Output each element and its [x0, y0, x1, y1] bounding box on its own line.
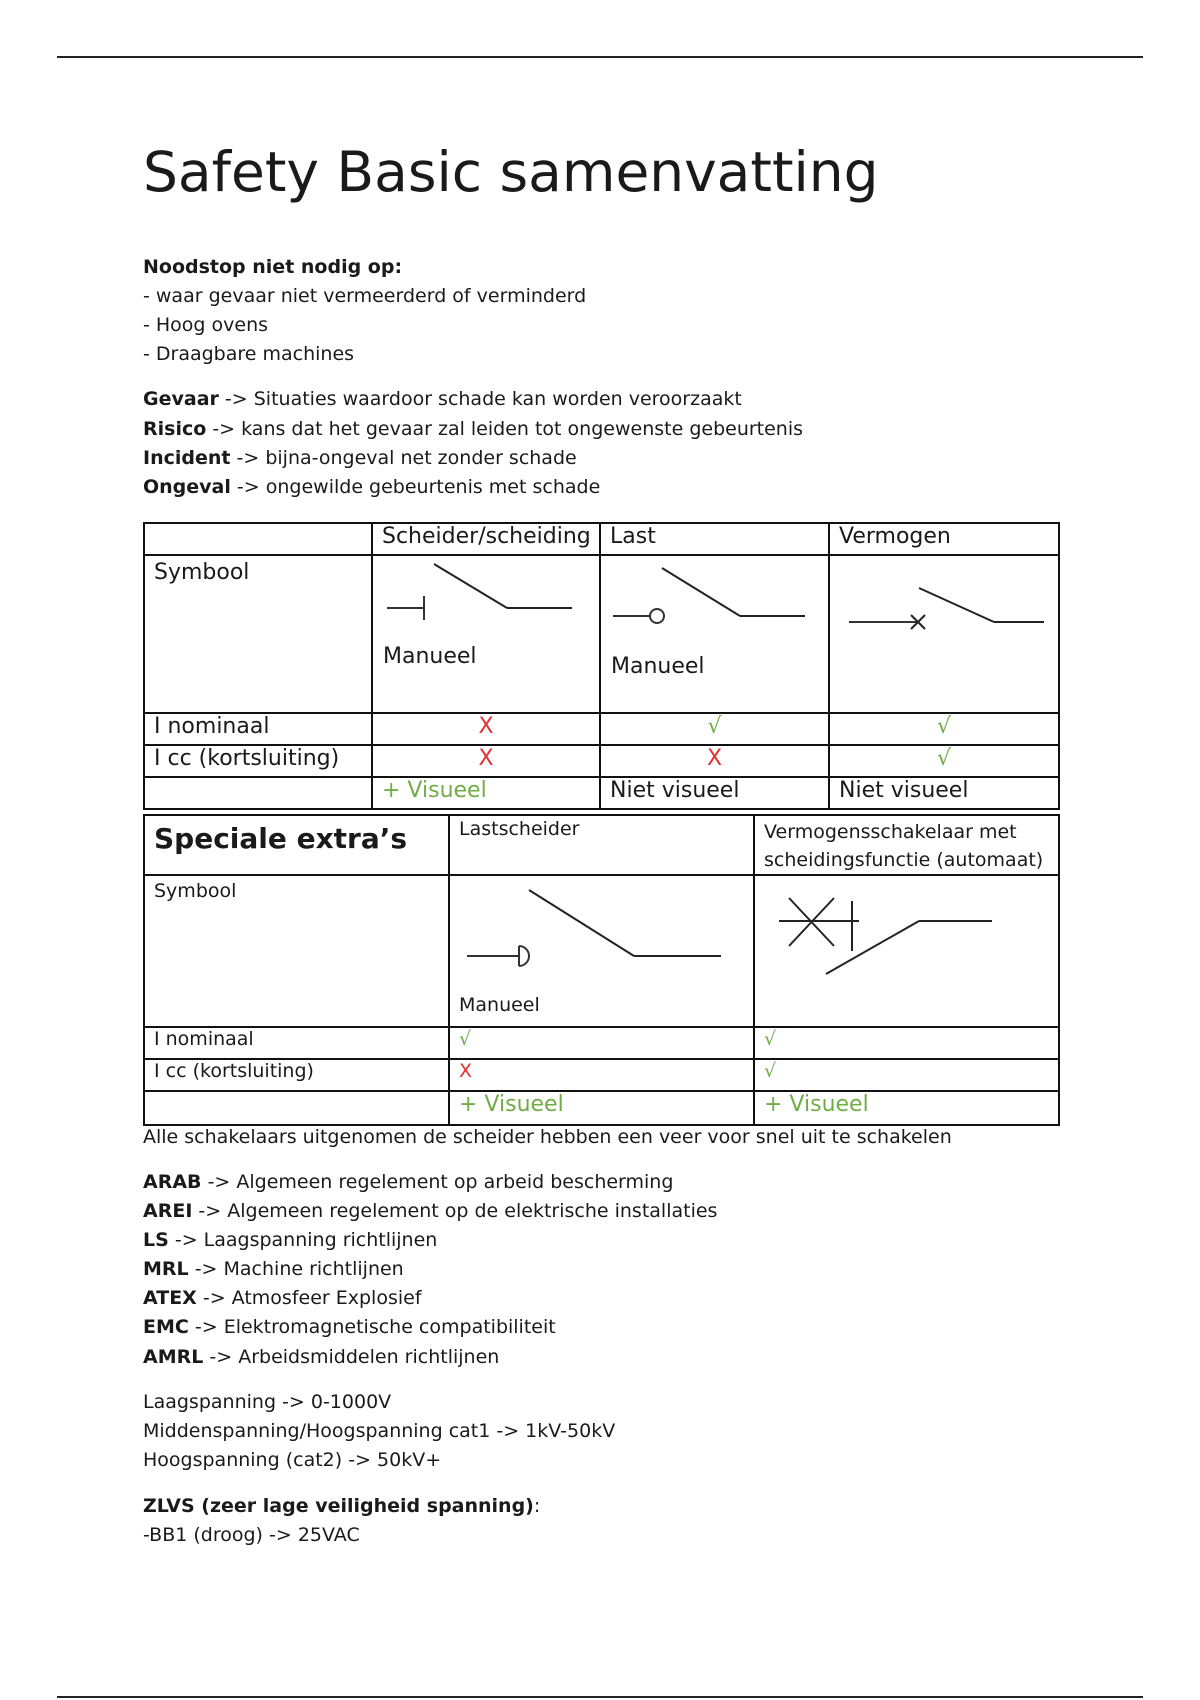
definition-line: Incident -> bijna-ongeval net zonder schade — [143, 447, 577, 469]
top-rule — [57, 56, 1143, 58]
abbreviation-line: LS -> Laagspanning richtlijnen — [143, 1229, 438, 1251]
noodstop-item: - waar gevaar niet vermeerderd of verminderd — [143, 285, 587, 307]
special-extras-table — [143, 814, 1060, 1126]
page-title: Safety Basic samenvatting — [143, 140, 879, 204]
symbol-cell — [600, 555, 829, 713]
table-row — [144, 1059, 1059, 1091]
load-switch-symbol — [610, 556, 810, 636]
cross-mark: X — [372, 745, 600, 777]
table-header-cell: Scheider/scheiding — [372, 523, 600, 555]
noodstop-item: - Draagbare machines — [143, 343, 355, 365]
zlvs-heading: ZLVS (zeer lage veiligheid spanning): — [143, 1495, 541, 1517]
check-mark: √ — [449, 1027, 754, 1059]
table-header-row — [144, 523, 1059, 555]
abbreviation-line: ATEX -> Atmosfeer Explosief — [143, 1287, 422, 1309]
row-label — [144, 777, 372, 809]
table-row — [144, 713, 1059, 745]
symbol-cell — [449, 875, 754, 1027]
visual-value: + Visueel — [754, 1091, 1059, 1125]
table-row — [144, 777, 1059, 809]
table-cell — [144, 523, 372, 555]
switch-note: Alle schakelaars uitgenomen de scheider hebben een veer voor snel uit te schakelen — [143, 1126, 952, 1148]
bottom-rule — [57, 1696, 1143, 1698]
table-header-cell: Vermogensschakelaar met scheidingsfunctie (automaat) — [754, 815, 1059, 875]
zlvs-item: -BB1 (droog) -> 25VAC — [143, 1524, 360, 1546]
automatic-breaker-symbol — [764, 876, 1044, 986]
noodstop-item: - Hoog ovens — [143, 314, 269, 336]
check-mark: √ — [829, 713, 1059, 745]
voltage-line: Middenspanning/Hoogspanning cat1 -> 1kV-50kV — [143, 1420, 616, 1442]
abbreviation-line: AREI -> Algemeen regelement op de elektrische installaties — [143, 1200, 718, 1222]
visual-value: + Visueel — [449, 1091, 754, 1125]
row-label: Symbool — [144, 875, 449, 1027]
table-header-cell: Last — [600, 523, 829, 555]
symbol-caption: Manueel — [383, 644, 477, 669]
visual-value: + Visueel — [372, 777, 600, 809]
table-row — [144, 745, 1059, 777]
noodstop-heading: Noodstop niet nodig op: — [143, 256, 403, 278]
table-row — [144, 1091, 1059, 1125]
switch-disconnector-symbol — [459, 876, 729, 986]
visual-value: Niet visueel — [829, 777, 1059, 809]
check-mark: √ — [829, 745, 1059, 777]
table-header-row — [144, 815, 1059, 875]
check-mark: √ — [600, 713, 829, 745]
abbreviation-line: EMC -> Elektromagnetische compatibiliteit — [143, 1316, 556, 1338]
row-label: I nominaal — [144, 713, 372, 745]
cross-mark: X — [600, 745, 829, 777]
voltage-line: Hoogspanning (cat2) -> 50kV+ — [143, 1449, 442, 1471]
special-extras-heading: Speciale extra’s — [144, 815, 449, 875]
cross-mark: X — [449, 1059, 754, 1091]
table-header-cell: Vermogen — [829, 523, 1059, 555]
table-row — [144, 555, 1059, 713]
voltage-line: Laagspanning -> 0-1000V — [143, 1391, 392, 1413]
row-label: I nominaal — [144, 1027, 449, 1059]
symbol-caption: Manueel — [459, 994, 540, 1016]
visual-value: Niet visueel — [600, 777, 829, 809]
abbreviation-line: ARAB -> Algemeen regelement op arbeid bescherming — [143, 1171, 674, 1193]
disconnector-symbol — [382, 556, 582, 636]
switch-comparison-table — [143, 522, 1060, 810]
row-label — [144, 1091, 449, 1125]
symbol-caption: Manueel — [611, 654, 705, 679]
definition-line: Gevaar -> Situaties waardoor schade kan worden veroorzaakt — [143, 388, 742, 410]
row-label: I cc (kortsluiting) — [144, 745, 372, 777]
check-mark: √ — [754, 1059, 1059, 1091]
check-mark: √ — [754, 1027, 1059, 1059]
symbol-cell — [754, 875, 1059, 1027]
abbreviation-line: MRL -> Machine richtlijnen — [143, 1258, 404, 1280]
table-row — [144, 1027, 1059, 1059]
cross-mark: X — [372, 713, 600, 745]
table-row — [144, 875, 1059, 1027]
circuit-breaker-symbol — [839, 556, 1049, 636]
symbol-cell — [829, 555, 1059, 713]
row-label: I cc (kortsluiting) — [144, 1059, 449, 1091]
definition-line: Ongeval -> ongewilde gebeurtenis met schade — [143, 476, 601, 498]
symbol-cell — [372, 555, 600, 713]
row-label: Symbool — [144, 555, 372, 713]
abbreviation-line: AMRL -> Arbeidsmiddelen richtlijnen — [143, 1346, 500, 1368]
table-header-cell: Lastscheider — [449, 815, 754, 875]
definition-line: Risico -> kans dat het gevaar zal leiden tot ongewenste gebeurtenis — [143, 418, 804, 440]
